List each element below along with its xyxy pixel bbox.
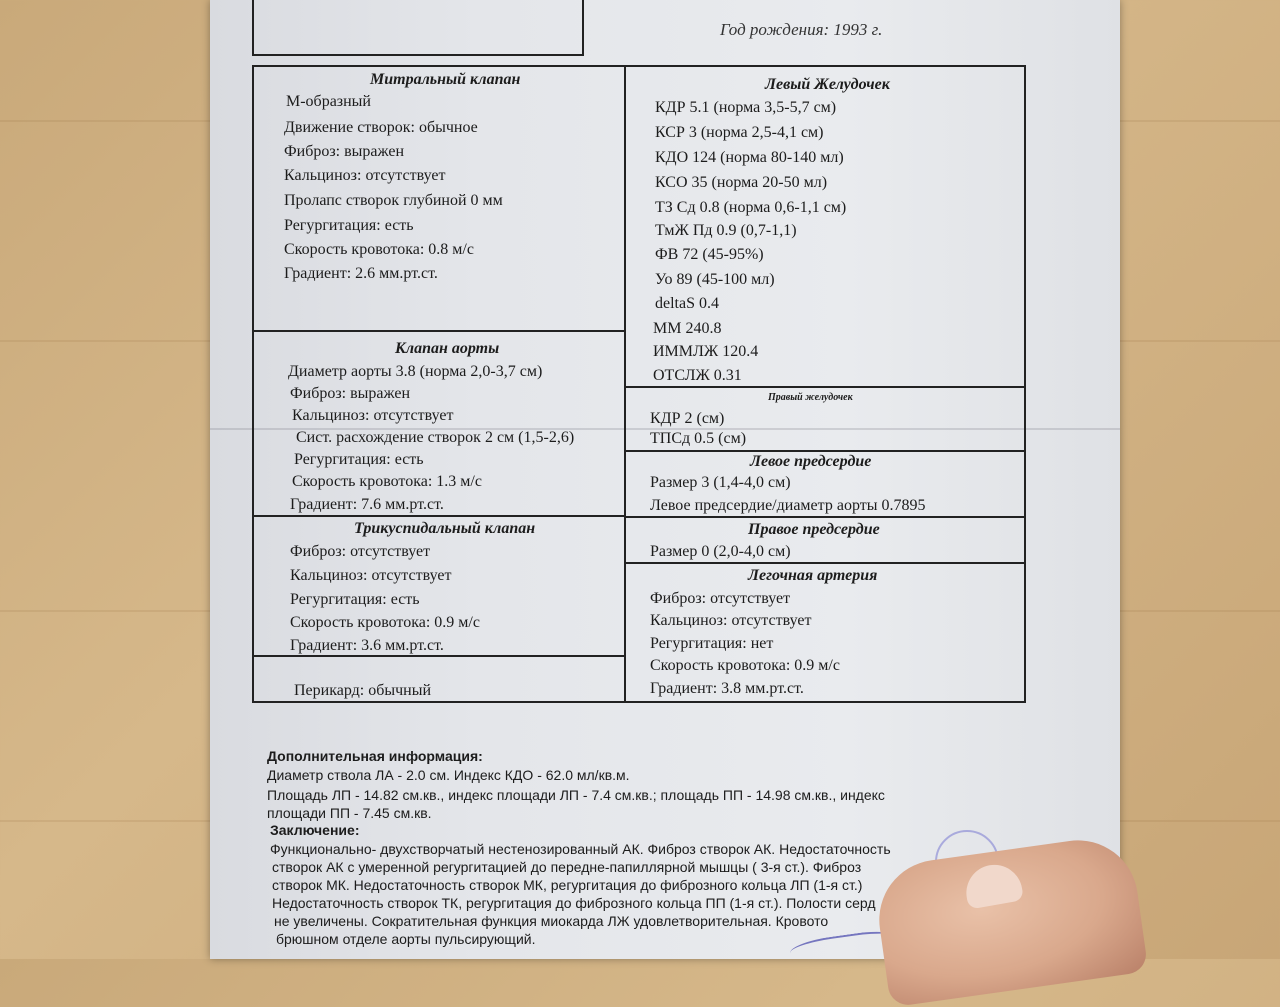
lv-line: ТЗ Сд 0.8 (норма 0,6-1,1 см) (655, 199, 847, 216)
pericard-text: Перикард: обычный (294, 682, 432, 699)
lv-line: КСО 35 (норма 20-50 мл) (655, 174, 828, 191)
pa-line: Кальциноз: отсутствует (650, 612, 812, 629)
aortic-line: Сист. расхождение створок 2 см (1,5-2,6) (296, 429, 575, 446)
conclusion-title: Заключение: (270, 822, 360, 838)
mitral-line: Кальциноз: отсутствует (284, 167, 446, 184)
pa-line: Градиент: 3.8 мм.рт.ст. (650, 680, 804, 697)
lv-line: ИММЛЖ 120.4 (653, 343, 759, 360)
rv-line: ТПСд 0.5 (см) (650, 430, 747, 447)
mitral-line: Скорость кровотока: 0.8 м/с (284, 241, 474, 258)
mitral-line: М-образный (286, 93, 371, 110)
ra-title: Правое предсердие (748, 521, 880, 538)
mitral-line: Пролапс створок глубиной 0 мм (284, 192, 503, 209)
ra-line: Размер 0 (2,0-4,0 см) (650, 543, 791, 560)
pa-line: Фиброз: отсутствует (650, 590, 791, 607)
lv-line: КСР 3 (норма 2,5-4,1 см) (655, 124, 824, 141)
pa-title: Легочная артерия (748, 567, 878, 584)
tricuspid-line: Регургитация: есть (290, 591, 420, 608)
rv-line: КДР 2 (см) (650, 410, 725, 427)
conclusion-line: не увеличены. Сократительная функция миокарда ЛЖ удовлетворительная. Кровото (274, 913, 829, 929)
lv-line: КДО 124 (норма 80-140 мл) (655, 149, 844, 166)
aortic-line: Регургитация: есть (294, 451, 424, 468)
conclusion-line: Недостаточность створок ТК, регургитация до фиброзного кольца ПП (1-я ст.). Полости серд (272, 895, 876, 911)
aortic-line: Фиброз: выражен (290, 385, 411, 402)
mitral-line: Движение створок: обычное (284, 119, 478, 136)
conclusion-line: створок МК. Недостаточность створок МК, регургитация до фиброзного кольца ЛП (1-я ст.) (272, 877, 863, 893)
conclusion-line: створок АК с умеренной регургитацией до передне-папиллярной мышцы ( 3-я ст.). Фиброз (272, 859, 862, 875)
conclusion-line: Функционально- двухстворчатый нестенозированный АК. Фиброз створок АК. Недостаточность (270, 841, 891, 857)
additional-line: Площадь ЛП - 14.82 см.кв., индекс площади ЛП - 7.4 см.кв.; площадь ПП - 14.98 см.кв., индекс (267, 787, 885, 803)
aortic-title: Клапан аорты (395, 340, 500, 357)
rv-title: Правый желудочек (768, 392, 853, 403)
patient-info-box (252, 0, 584, 56)
la-line: Размер 3 (1,4-4,0 см) (650, 474, 791, 491)
tricuspid-line: Скорость кровотока: 0.9 м/с (290, 614, 480, 631)
birth-year: Год рождения: 1993 г. (720, 20, 883, 39)
document-sheet (210, 0, 1120, 959)
mitral-line: Регургитация: есть (284, 217, 414, 234)
lv-line: deltaS 0.4 (655, 295, 719, 312)
aortic-line: Диаметр аорты 3.8 (норма 2,0-3,7 см) (288, 363, 543, 380)
lv-line: ФВ 72 (45-95%) (655, 246, 764, 263)
conclusion-line: брюшном отделе аорты пульсирующий. (276, 931, 536, 947)
la-line: Левое предсердие/диаметр аорты 0.7895 (650, 497, 926, 514)
aortic-line: Скорость кровотока: 1.3 м/с (292, 473, 482, 490)
pa-line: Регургитация: нет (650, 635, 774, 652)
aortic-line: Градиент: 7.6 мм.рт.ст. (290, 496, 444, 513)
lv-title: Левый Желудочек (765, 76, 890, 93)
lv-line: Уо 89 (45-100 мл) (655, 271, 775, 288)
lv-line: ММ 240.8 (653, 320, 722, 337)
lv-line: КДР 5.1 (норма 3,5-5,7 см) (655, 99, 837, 116)
additional-line: площади ПП - 7.45 см.кв. (267, 805, 432, 821)
lv-line: ТмЖ Пд 0.9 (0,7-1,1) (655, 222, 797, 239)
tricuspid-line: Кальциноз: отсутствует (290, 567, 452, 584)
mitral-line: Фиброз: выражен (284, 143, 405, 160)
la-title: Левое предсердие (750, 453, 872, 470)
additional-title: Дополнительная информация: (267, 748, 483, 764)
tricuspid-line: Градиент: 3.6 мм.рт.ст. (290, 637, 444, 654)
mitral-line: Градиент: 2.6 мм.рт.ст. (284, 265, 438, 282)
tricuspid-title: Трикуспидальный клапан (354, 520, 536, 537)
aortic-line: Кальциноз: отсутствует (292, 407, 454, 424)
column-divider (624, 65, 626, 701)
lv-line: ОТСЛЖ 0.31 (653, 367, 742, 384)
mitral-title: Митральный клапан (370, 71, 521, 88)
additional-line: Диаметр ствола ЛА - 2.0 см. Индекс КДО - 62.0 мл/кв.м. (267, 767, 630, 783)
pa-line: Скорость кровотока: 0.9 м/с (650, 657, 840, 674)
tricuspid-line: Фиброз: отсутствует (290, 543, 431, 560)
